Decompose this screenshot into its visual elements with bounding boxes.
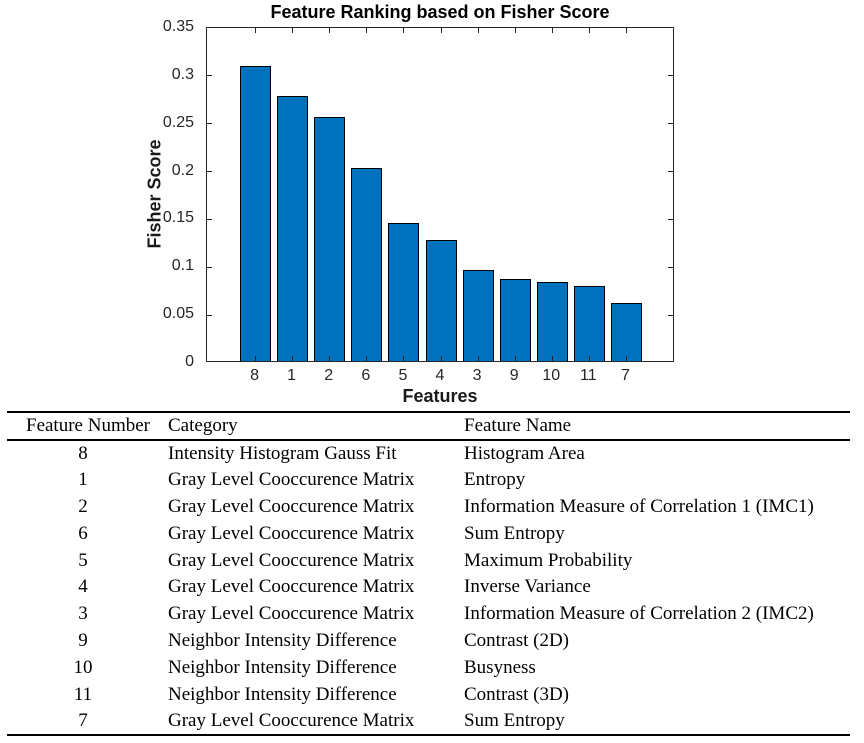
x-tick-label: 3 (472, 367, 482, 384)
cell-col-name: Sum Entropy (464, 709, 565, 731)
column-header-col-name: Feature Name (464, 415, 572, 436)
cell-col-num: 4 (78, 576, 88, 598)
table-row (7, 601, 850, 628)
x-tick-mark (292, 356, 293, 361)
feature-table-body (7, 440, 850, 735)
cell-col-num: 10 (73, 656, 93, 678)
y-tick-mark (668, 219, 673, 220)
table-row (7, 681, 850, 708)
table-row (7, 440, 850, 467)
plot-area (206, 27, 674, 362)
bar-feature-4 (426, 240, 457, 361)
table-row (7, 494, 850, 521)
cell-col-cat: Neighbor Intensity Difference (168, 656, 397, 678)
cell-col-name: Histogram Area (464, 442, 585, 464)
cell-col-cat: Gray Level Cooccurence Matrix (168, 495, 415, 517)
cell-col-num: 6 (78, 522, 88, 544)
x-tick-mark (329, 28, 330, 33)
cell-col-num: 8 (78, 442, 88, 464)
x-tick-mark (478, 28, 479, 33)
x-tick-mark (255, 28, 256, 33)
y-tick-mark (207, 171, 212, 172)
y-tick-mark (668, 267, 673, 268)
x-tick-label: 6 (361, 367, 371, 384)
chart-title: Feature Ranking based on Fisher Score (270, 2, 610, 22)
x-tick-mark (589, 356, 590, 361)
y-tick-mark (207, 219, 212, 220)
bar-feature-3 (463, 270, 494, 361)
y-tick-mark (207, 315, 212, 316)
x-tick-label: 5 (398, 367, 408, 384)
x-tick-mark (255, 356, 256, 361)
cell-col-name: Sum Entropy (464, 522, 565, 544)
cell-col-num: 5 (78, 549, 88, 571)
x-tick-label: 9 (509, 367, 519, 384)
table-row (7, 654, 850, 681)
y-tick-label: 0.1 (171, 257, 194, 275)
bar-feature-5 (388, 223, 419, 361)
x-tick-mark (366, 356, 367, 361)
cell-col-name: Contrast (3D) (464, 683, 570, 705)
x-tick-mark (626, 28, 627, 33)
bar-feature-10 (537, 282, 568, 361)
bar-feature-9 (500, 279, 531, 361)
x-tick-mark (552, 28, 553, 33)
x-tick-mark (441, 28, 442, 33)
x-tick-label: 10 (542, 367, 561, 384)
x-tick-mark (366, 28, 367, 33)
cell-col-name: Busyness (464, 656, 536, 678)
x-axis-label: Features (402, 386, 478, 406)
cell-col-name: Inverse Variance (464, 576, 591, 598)
cell-col-cat: Gray Level Cooccurence Matrix (168, 603, 415, 625)
cell-col-cat: Gray Level Cooccurence Matrix (168, 469, 415, 491)
y-tick-label: 0.35 (162, 18, 194, 35)
y-axis-label: Fisher Score (144, 139, 165, 249)
bar-feature-1 (277, 96, 308, 361)
column-header-col-num: Feature Number (26, 415, 150, 436)
x-tick-label: 7 (621, 367, 630, 384)
x-tick-mark (441, 356, 442, 361)
y-tick-label: 0.3 (171, 65, 194, 83)
y-tick-mark (207, 123, 212, 124)
cell-col-cat: Gray Level Cooccurence Matrix (168, 522, 415, 544)
x-tick-label: 8 (250, 367, 259, 384)
cell-col-cat: Neighbor Intensity Difference (168, 683, 397, 705)
x-tick-mark (478, 356, 479, 361)
bar-feature-11 (574, 286, 605, 361)
table-row (7, 547, 850, 574)
header-row (7, 412, 850, 440)
y-tick-mark (668, 123, 673, 124)
cell-col-num: 3 (78, 603, 88, 625)
cell-col-name: Information Measure of Correlation 1 (IMC1) (464, 495, 814, 517)
table-row (7, 520, 850, 547)
cell-col-cat: Intensity Histogram Gauss Fit (168, 442, 397, 464)
x-tick-mark (403, 356, 404, 361)
y-tick-label: 0.05 (162, 305, 194, 323)
cell-col-num: 1 (78, 469, 88, 491)
x-tick-mark (626, 356, 627, 361)
table-row (7, 628, 850, 655)
x-tick-mark (292, 28, 293, 33)
table-row (7, 574, 850, 601)
y-tick-label: 0.2 (171, 161, 194, 179)
column-header-col-cat: Category (168, 415, 238, 436)
y-tick-label: 0.15 (162, 209, 194, 227)
table-row (7, 467, 850, 494)
x-tick-mark (515, 28, 516, 33)
x-tick-mark (515, 356, 516, 361)
x-tick-label: 2 (324, 367, 334, 384)
y-tick-mark (668, 171, 673, 172)
bar-feature-7 (611, 303, 642, 361)
x-tick-label: 4 (435, 367, 445, 384)
cell-col-name: Contrast (2D) (464, 629, 570, 651)
cell-col-cat: Neighbor Intensity Difference (168, 629, 397, 651)
cell-col-name: Information Measure of Correlation 2 (IMC2) (464, 603, 814, 625)
y-tick-mark (668, 75, 673, 76)
bar-feature-8 (240, 66, 271, 361)
cell-col-num: 11 (73, 683, 93, 705)
cell-col-cat: Gray Level Cooccurence Matrix (168, 709, 415, 731)
y-tick-mark (668, 315, 673, 316)
y-tick-label: 0 (185, 353, 194, 370)
cell-col-cat: Gray Level Cooccurence Matrix (168, 576, 415, 598)
feature-table (7, 411, 850, 736)
bar-feature-2 (314, 117, 345, 361)
y-tick-label: 0.25 (162, 113, 194, 131)
x-tick-mark (403, 28, 404, 33)
table-row (7, 708, 850, 735)
cell-col-name: Maximum Probability (464, 549, 633, 571)
cell-col-cat: Gray Level Cooccurence Matrix (168, 549, 415, 571)
y-tick-mark (207, 75, 212, 76)
x-tick-mark (329, 356, 330, 361)
x-tick-label: 11 (580, 367, 597, 384)
cell-col-num: 7 (78, 709, 88, 731)
cell-col-name: Entropy (464, 469, 526, 491)
x-tick-label: 1 (287, 367, 297, 384)
feature-table-header (7, 412, 850, 440)
bar-feature-6 (351, 168, 382, 361)
x-tick-mark (552, 356, 553, 361)
y-tick-mark (207, 267, 212, 268)
x-tick-mark (589, 28, 590, 33)
cell-col-num: 9 (78, 629, 88, 651)
cell-col-num: 2 (78, 495, 88, 517)
